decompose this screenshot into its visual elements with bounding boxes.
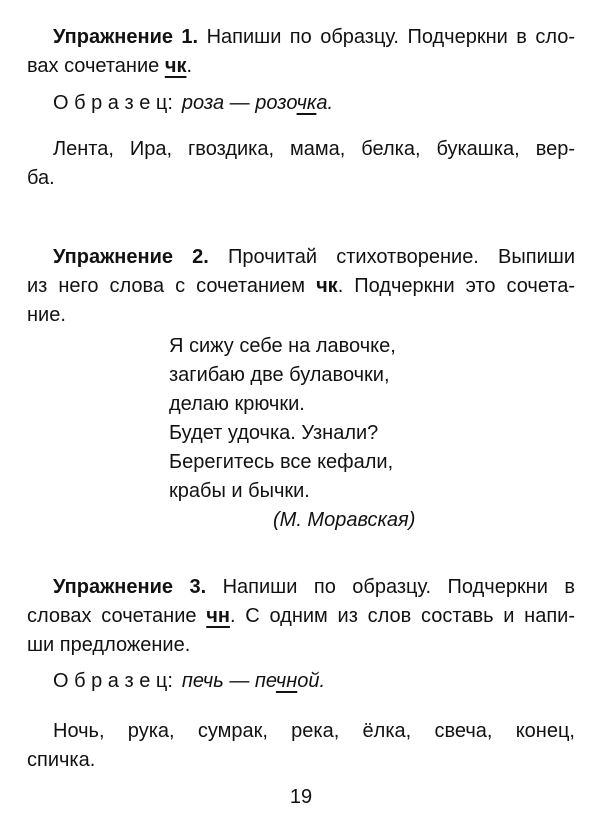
exercise-3-title: Упражнение 3.	[53, 576, 207, 598]
exercise-3-heading-line-1	[27, 573, 575, 602]
exercise-3-instruction-part-2: словах сочетание	[27, 605, 207, 627]
poem-line: Я сижу себе на лавочке,	[169, 335, 396, 357]
poem	[169, 332, 575, 506]
poem-line: Берегитесь все кефали,	[169, 451, 394, 473]
page-footer	[27, 783, 575, 812]
word-list-line: Лента, Ира, гвоздика, мама, белка, букашка, вер-	[53, 138, 575, 160]
exercise-1-letter-combo: чк	[164, 55, 187, 77]
exercise-1-title: Упражнение 1.	[53, 26, 199, 48]
word-list-line: спичка.	[27, 749, 96, 771]
exercise-3-instruction-part-3: . С одним из слов составь и напи-	[229, 605, 576, 627]
exercise-1-instruction-part-1: Напиши по образцу. Подчеркни в сло-	[198, 26, 576, 48]
exercise-2-instruction-part-3: . Подчеркни это сочета-	[337, 275, 575, 297]
exercise-1-sample	[27, 89, 575, 118]
exercise-3-heading	[27, 573, 575, 660]
exercise-3-heading-line-2	[27, 602, 575, 631]
sample-underlined-combo: чн	[275, 670, 298, 692]
word-list-line: ба.	[27, 167, 55, 189]
exercise-3-letter-combo: чн	[206, 605, 230, 627]
exercise-3-instruction-part-1: Напиши по образцу. Подчеркни в	[206, 576, 575, 598]
exercise-2	[27, 243, 575, 535]
exercise-3-word-list	[27, 717, 575, 775]
exercise-2-instruction-part-2: из него слова с сочетанием	[27, 275, 317, 297]
poem-attribution: (М. Моравская)	[273, 509, 416, 531]
poem-line: загибаю две булавочки,	[169, 364, 390, 386]
exercise-3-sample	[27, 667, 575, 696]
exercise-1-instruction-part-2: вах сочетание	[27, 55, 165, 77]
page-number: 19	[289, 786, 313, 808]
exercise-3-heading-line-3: ши предложение.	[27, 634, 191, 656]
exercise-1-word-list	[27, 135, 575, 193]
exercise-1-heading	[27, 23, 575, 81]
exercise-1	[27, 23, 575, 193]
sample-label: О б р а з е ц:	[53, 92, 173, 114]
sample-word-pair: печь — пе	[181, 670, 276, 692]
sample-word-end: ой.	[297, 670, 326, 692]
exercise-1-heading-line-2	[27, 52, 575, 81]
exercise-2-heading-line-2	[27, 272, 575, 301]
poem-line: Будет удочка. Узнали?	[169, 422, 379, 444]
exercise-1-heading-line-1	[27, 23, 575, 52]
exercise-2-letter-combo: чк	[316, 275, 338, 297]
sample-word-end: а.	[316, 92, 334, 114]
exercise-3	[27, 573, 575, 775]
sample-word-pair: роза — розо	[181, 92, 297, 114]
exercise-2-title: Упражнение 2.	[53, 246, 209, 268]
exercise-2-heading-line-3: ние.	[27, 304, 66, 326]
sample-underlined-combo: чк	[296, 92, 317, 114]
poem-line: делаю крючки.	[169, 393, 305, 415]
exercise-2-instruction-part-1: Прочитай стихотворение. Выпиши	[208, 246, 575, 268]
exercise-2-heading-line-1	[27, 243, 575, 272]
poem-line: крабы и бычки.	[169, 480, 310, 502]
exercise-2-heading	[27, 243, 575, 330]
word-list-line: Ночь, рука, сумрак, река, ёлка, свеча, конец,	[53, 720, 575, 742]
sample-label: О б р а з е ц:	[53, 670, 173, 692]
exercise-1-instruction-end: .	[186, 55, 193, 77]
